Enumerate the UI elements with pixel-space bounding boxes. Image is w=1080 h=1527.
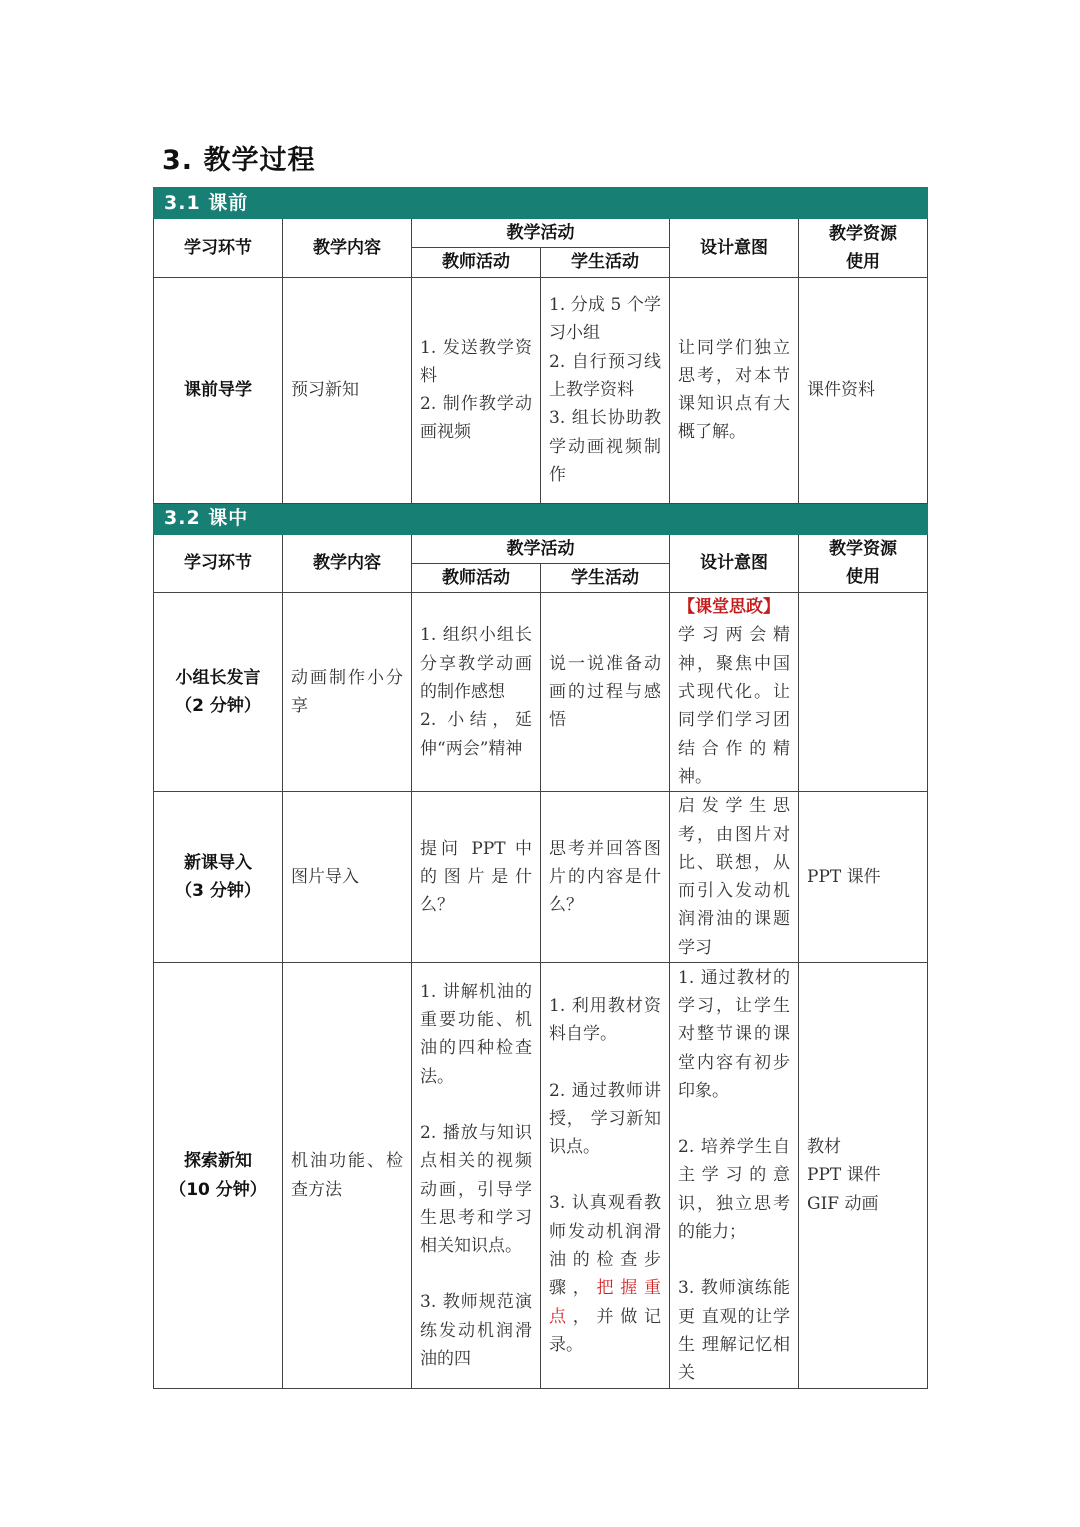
header-student: 学生活动 [541,563,670,592]
ideology-tag: 【课堂思政】 [678,597,780,618]
table-row [154,792,928,963]
resource-cell: 教材 PPT 课件 GIF 动画 [799,963,928,1389]
header-activity: 教学活动 [412,534,670,563]
table-row [154,277,928,503]
teacher-activity-cell: 1. 发送教学资料 2. 制作教学动画视频 [412,277,541,503]
key-point-highlight: 把握重点 [549,1278,661,1327]
teacher-activity-cell: 提问 PPT 中的图片是什么？ [412,792,541,963]
section-title: 3.1 课前 [154,188,928,219]
header-content: 教学内容 [283,534,412,593]
intent-cell: 让同学们独立思考，对本节课知识点有大概了解。 [670,277,799,503]
teacher-activity-cell: 1. 讲解机油的重要功能、机油的四种检查法。 2. 播放与知识点相关的视频动画，引导学生思考和学习相关知识点。 3. 教师规范演练发动机润滑油的四 [412,963,541,1389]
student-activity-cell: 1. 分成 5 个学习小组 2. 自行预习线上教学资料 3. 组长协助教学动画视频制作 [541,277,670,503]
student-activity-cell: 1. 利用教材资料自学。 2. 通过教师讲授， 学习新知识点。 3. 认真观看教师发动机润滑油的检查步骤，把握重点，并做记录。 [541,963,670,1389]
content-cell: 动画制作小分享 [283,593,412,792]
stage-cell: 新课导入 （3 分钟） [154,792,283,963]
teacher-activity-cell: 1. 组织小组长分享教学动画的制作感想 2. 小结，延伸“两会”精神 [412,593,541,792]
header-student: 学生活动 [541,248,670,277]
header-intent: 设计意图 [670,534,799,593]
content-cell: 机油功能、检查方法 [283,963,412,1389]
page-title: 3. 教学过程 [162,145,316,176]
student-activity-cell: 说一说准备动画的过程与感悟 [541,593,670,792]
section-band-in-class [154,503,928,534]
header-teacher: 教师活动 [412,563,541,592]
header-resource: 教学资源 使用 [799,219,928,278]
student-activity-cell: 思考并回答图片的内容是什么？ [541,792,670,963]
section-band-pre-class [154,188,928,219]
header-activity: 教学活动 [412,219,670,248]
header-teacher: 教师活动 [412,248,541,277]
lesson-table [153,187,928,1389]
table-row [154,963,928,1389]
header-resource: 教学资源 使用 [799,534,928,593]
header-stage: 学习环节 [154,534,283,593]
stage-cell: 探索新知 （10 分钟） [154,963,283,1389]
content-cell: 图片导入 [283,792,412,963]
header-content: 教学内容 [283,219,412,278]
header-row [154,219,928,248]
stage-cell: 课前导学 [154,277,283,503]
intent-cell: 【课堂思政】 学习两会精神，聚焦中国式现代化。让同学们学习团结合作的精神。 [670,593,799,792]
content-cell: 预习新知 [283,277,412,503]
header-row [154,534,928,563]
resource-cell: PPT 课件 [799,792,928,963]
section-title: 3.2 课中 [154,503,928,534]
resource-cell [799,593,928,792]
table-row [154,593,928,792]
stage-cell: 小组长发言 （2 分钟） [154,593,283,792]
intent-cell: 1. 通过教材的学习，让学生对整节课的课堂内容有初步印象。 2. 培养学生自主学习的意识，独立思考的能力； 3. 教师演练能更 直观的让学生 理解记忆相关 [670,963,799,1389]
resource-cell: 课件资料 [799,277,928,503]
header-stage: 学习环节 [154,219,283,278]
intent-cell: 启发学生思考，由图片对比、联想，从而引入发动机润滑油的课题学习 [670,792,799,963]
header-intent: 设计意图 [670,219,799,278]
